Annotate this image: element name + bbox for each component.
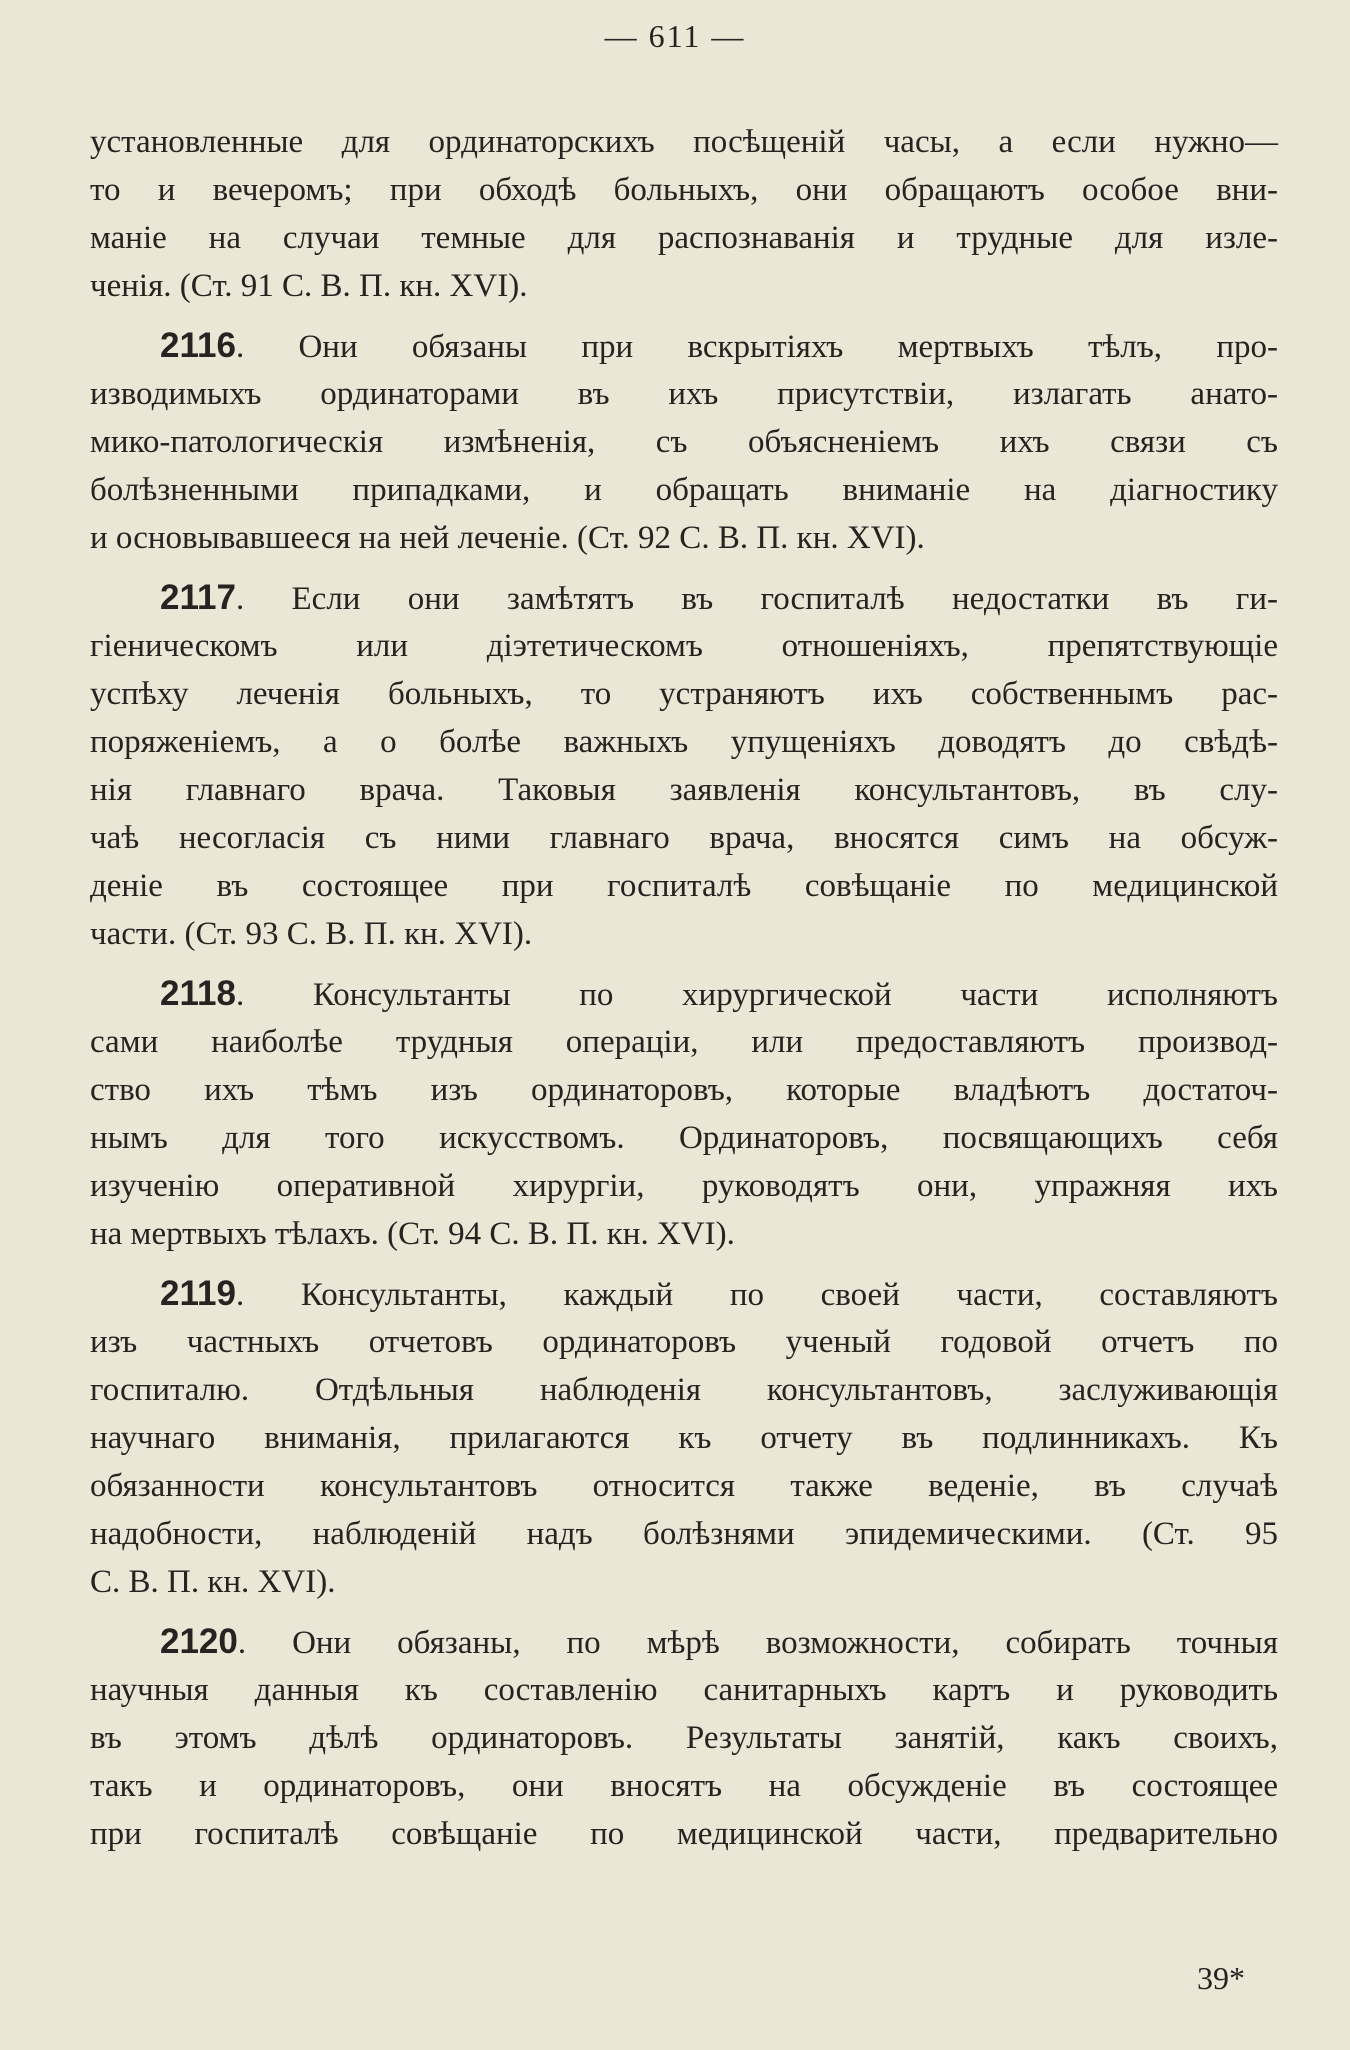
text-line: на мертвыхъ тѣлахъ. (Ст. 94 С. В. П. кн. XVI). xyxy=(90,1216,735,1252)
text-line: такъ и ординаторовъ, они вносятъ на обсужденіе въ состоящее xyxy=(90,1768,1278,1804)
text-line: госпиталю. Отдѣльныя наблюденія консультантовъ, заслуживающія xyxy=(90,1372,1278,1408)
text-line: ченія. (Ст. 91 С. В. П. кн. XVI). xyxy=(90,268,528,304)
intro-paragraph xyxy=(90,118,1278,310)
text-line: гіеническомъ или діэтетическомъ отношеніяхъ, препятствующіе xyxy=(90,628,1278,664)
text-line: надобности, наблюденій надъ болѣзнями эпидемическими. (Ст. 95 xyxy=(90,1516,1278,1552)
article-number: 2116 xyxy=(160,326,236,365)
text-line: поряженіемъ, а о болѣе важныхъ упущеніяхъ доводятъ до свѣдѣ- xyxy=(90,724,1278,760)
article-number: 2120 xyxy=(160,1622,238,1661)
article-2118 xyxy=(90,970,1278,1258)
text-line: научнаго вниманія, прилагаются къ отчету въ подлинникахъ. Къ xyxy=(90,1420,1278,1456)
text-line: научныя данныя къ составленію санитарныхъ картъ и руководить xyxy=(90,1672,1278,1708)
text-line: С. В. П. кн. XVI). xyxy=(90,1564,336,1600)
text-line: то и вечеромъ; при обходѣ больныхъ, они обращаютъ особое вни- xyxy=(90,172,1278,208)
text-line: 2119. Консультанты, каждый по своей части, составляютъ xyxy=(160,1274,1278,1313)
article-number: 2117 xyxy=(160,578,236,617)
text-line: въ этомъ дѣлѣ ординаторовъ. Результаты занятій, какъ своихъ, xyxy=(90,1720,1278,1756)
text-line: 2116. Они обязаны при вскрытіяхъ мертвыхъ тѣлъ, про- xyxy=(160,326,1278,365)
article-2119 xyxy=(90,1270,1278,1606)
text-line: изъ частныхъ отчетовъ ординаторовъ ученый годовой отчетъ по xyxy=(90,1324,1278,1360)
page-number-header: — 611 — xyxy=(604,18,746,54)
article-number: 2119 xyxy=(160,1274,236,1313)
text-line: при госпиталѣ совѣщаніе по медицинской части, предварительно xyxy=(90,1816,1278,1852)
article-2117 xyxy=(90,574,1278,958)
text-line: и основывавшееся на ней леченіе. (Ст. 92 С. В. П. кн. XVI). xyxy=(90,520,925,556)
text-line: ство ихъ тѣмъ изъ ординаторовъ, которые владѣютъ достаточ- xyxy=(90,1072,1278,1108)
article-number: 2118 xyxy=(160,974,236,1013)
text-line: изводимыхъ ординаторами въ ихъ присутствіи, излагать анато- xyxy=(90,376,1278,412)
signature-mark: 39* xyxy=(1197,1960,1245,1996)
text-line: 2118. Консультанты по хирургической части исполняютъ xyxy=(160,974,1278,1013)
text-line: болѣзненными припадками, и обращать вниманіе на діагностику xyxy=(90,472,1278,508)
text-line: сами наиболѣе трудныя операціи, или предоставляютъ производ- xyxy=(90,1024,1278,1060)
body-text xyxy=(90,118,1278,1858)
article-2120 xyxy=(90,1618,1278,1858)
text-line: установленные для ординаторскихъ посѣщеній часы, а если нужно— xyxy=(90,124,1278,160)
text-line: изученію оперативной хирургіи, руководятъ они, упражняя ихъ xyxy=(90,1168,1278,1204)
text-line: чаѣ несогласія съ ними главнаго врача, вносятся симъ на обсуж- xyxy=(90,820,1278,856)
text-line: 2117. Если они замѣтятъ въ госпиталѣ недостатки въ ги- xyxy=(160,578,1278,617)
text-line: обязанности консультантовъ относится также веденіе, въ случаѣ xyxy=(90,1468,1278,1504)
text-line: 2120. Они обязаны, по мѣрѣ возможности, собирать точныя xyxy=(160,1622,1278,1661)
text-line: маніе на случаи темные для распознаванія и трудные для изле- xyxy=(90,220,1278,256)
text-line: успѣху леченія больныхъ, то устраняютъ ихъ собственнымъ рас- xyxy=(90,676,1278,712)
text-line: нія главнаго врача. Таковыя заявленія консультантовъ, въ слу- xyxy=(90,772,1278,808)
text-line: нымъ для того искусствомъ. Ординаторовъ, посвящающихъ себя xyxy=(90,1120,1278,1156)
text-line: мико-патологическія измѣненія, съ объясненіемъ ихъ связи съ xyxy=(90,424,1278,460)
text-line: деніе въ состоящее при госпиталѣ совѣщаніе по медицинской xyxy=(90,868,1278,904)
article-2116 xyxy=(90,322,1278,562)
text-line: части. (Ст. 93 С. В. П. кн. XVI). xyxy=(90,916,533,952)
